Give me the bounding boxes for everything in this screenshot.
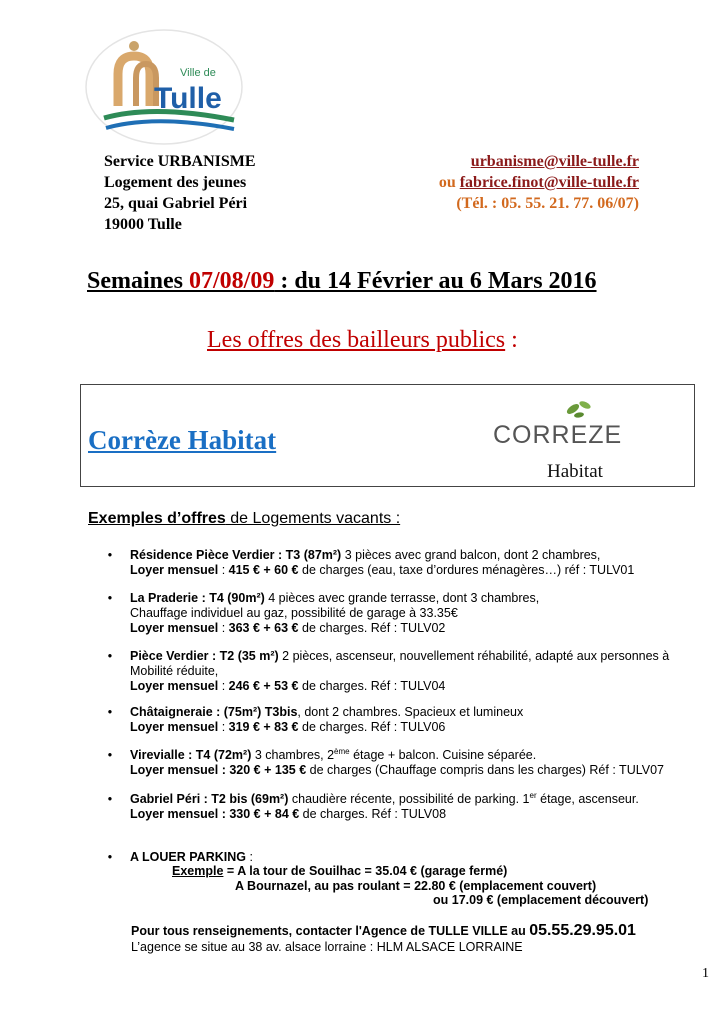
- example-label: Exemple: [172, 864, 224, 878]
- rent-price: 319 € + 83 €: [228, 720, 299, 734]
- section-title-text: Les offres des bailleurs publics: [207, 327, 506, 353]
- rent-separator: :: [218, 763, 230, 777]
- parking-item: [103, 850, 253, 865]
- rent-label: Loyer mensuel: [130, 679, 219, 693]
- offer-description: 3 chambres, 2: [251, 748, 335, 762]
- offer-title: Virevialle : T4 (72m²): [130, 748, 252, 762]
- bullet-icon: •: [107, 649, 113, 663]
- logo-word: CORREZE: [493, 421, 623, 449]
- street-address: 25, quai Gabriel Péri: [104, 195, 248, 212]
- bullet-icon: •: [107, 548, 113, 562]
- rent-price: 320 € + 135 €: [229, 763, 307, 777]
- parking-uncovered: ou 17.09 € (emplacement découvert): [433, 893, 649, 907]
- tulle-logo-graphic: [84, 28, 244, 146]
- email-urbanisme-link[interactable]: urbanisme@ville-tulle.fr: [470, 153, 639, 170]
- rent-separator: :: [218, 720, 229, 734]
- or-label: ou: [438, 174, 456, 191]
- rent-details: de charges (eau, taxe d’ordures ménagères…) réf : TULV01: [298, 563, 635, 577]
- rent-price: 363 € + 63 €: [228, 621, 299, 635]
- offer-superscript: ème: [334, 746, 350, 756]
- rent-label: Loyer mensuel: [130, 807, 219, 821]
- email-finot-link[interactable]: fabrice.finot@ville-tulle.fr: [459, 174, 639, 191]
- landlord-box: [80, 384, 695, 487]
- page-number: 1: [702, 966, 709, 981]
- title-weeks: 07/08/09: [189, 268, 275, 294]
- rent-separator: :: [218, 621, 229, 635]
- examples-heading-bold: Exemples d’offres: [88, 510, 226, 527]
- ville-de-tulle-logo: [84, 28, 244, 146]
- logo-subword: Habitat: [547, 461, 603, 482]
- page-title: [87, 268, 597, 295]
- bullet-icon: •: [107, 705, 113, 719]
- rent-separator: :: [218, 679, 229, 693]
- list-item: [103, 591, 663, 636]
- offer-extra: Mobilité réduite,: [130, 664, 219, 678]
- section-title-colon: :: [505, 327, 518, 353]
- offer-title: Pièce Verdier : T2 (35 m²): [130, 649, 279, 663]
- examples-heading-rest: de Logements vacants :: [225, 510, 401, 527]
- rent-price: 330 € + 84 €: [229, 807, 300, 821]
- offer-description-cont: étage, ascenseur.: [536, 792, 639, 806]
- rent-details: de charges. Réf : TULV04: [298, 679, 446, 693]
- landlord-name: Corrèze Habitat: [88, 425, 277, 455]
- title-dates: : du 14 Février au 6 Mars 2016: [274, 268, 597, 294]
- agency-address: L’agence se situe au 38 av. alsace lorraine : HLM ALSACE LORRAINE: [131, 940, 523, 954]
- section-title: [207, 327, 518, 354]
- list-item: [103, 792, 663, 822]
- offer-description: , dont 2 chambres. Spacieux et lumineux: [297, 705, 524, 719]
- city-address: 19000 Tulle: [104, 216, 182, 233]
- list-item: [103, 748, 663, 778]
- offer-title: La Praderie : T4 (90m²): [130, 591, 265, 605]
- rent-details: de charges. Réf : TULV08: [299, 807, 447, 821]
- offer-title: Gabriel Péri : T2 bis (69m²): [130, 792, 289, 806]
- agency-contact: [131, 922, 636, 940]
- rent-label: Loyer mensuel: [130, 563, 219, 577]
- parking-bournazel: A Bournazel, au pas roulant = 22.80 € (emplacement couvert): [235, 879, 597, 893]
- rent-details: de charges. Réf : TULV02: [298, 621, 446, 635]
- correze-habitat-logo: [489, 391, 629, 483]
- agency-phone: 05.55.29.95.01: [529, 922, 636, 939]
- contact-address-block: [104, 151, 256, 235]
- rent-price: 415 € + 60 €: [228, 563, 299, 577]
- offer-description: 3 pièces avec grand balcon, dont 2 chambres,: [341, 548, 601, 562]
- rent-details: de charges (Chauffage compris dans les charges) Réf : TULV07: [306, 763, 664, 777]
- offer-description-cont: étage + balcon. Cuisine séparée.: [349, 748, 537, 762]
- rent-separator: :: [218, 563, 229, 577]
- logo-prefix: Ville de: [180, 67, 216, 79]
- parking-souilhac: = A la tour de Souilhac = 35.04 € (garage fermé): [223, 864, 508, 878]
- parking-heading-colon: :: [245, 850, 253, 864]
- bullet-icon: •: [107, 850, 113, 864]
- list-item: [103, 705, 663, 735]
- bullet-icon: •: [107, 792, 113, 806]
- logo-name: Tulle: [154, 82, 222, 115]
- service-name: Service URBANISME: [104, 153, 256, 170]
- examples-heading: [88, 510, 400, 528]
- leaf-logo-graphic: [489, 391, 629, 483]
- rent-label: Loyer mensuel: [130, 621, 219, 635]
- agency-text: Pour tous renseignements, contacter l'Agence de TULLE VILLE au: [131, 924, 530, 938]
- bullet-icon: •: [107, 591, 113, 605]
- phone-open-paren: (: [456, 195, 462, 212]
- offer-description: 4 pièces avec grande terrasse, dont 3 chambres,: [264, 591, 540, 605]
- rent-separator: :: [218, 807, 230, 821]
- phone-number: Tél. : 05. 55. 21. 77. 06/07: [461, 195, 634, 212]
- offer-superscript: er: [529, 790, 537, 800]
- rent-details: de charges. Réf : TULV06: [298, 720, 446, 734]
- rent-price: 246 € + 53 €: [228, 679, 299, 693]
- offer-title: Châtaigneraie : (75m²) T3bis: [130, 705, 298, 719]
- parking-heading: A LOUER PARKING: [130, 850, 246, 864]
- title-prefix: Semaines: [87, 268, 189, 294]
- offer-extra: Chauffage individuel au gaz, possibilité de garage à 33.35€: [130, 606, 458, 620]
- offer-description: 2 pièces, ascenseur, nouvellement réhabilité, adapté aux personnes à: [278, 649, 670, 663]
- rent-label: Loyer mensuel: [130, 720, 219, 734]
- bullet-icon: •: [107, 748, 113, 762]
- offer-title: Résidence Pièce Verdier : T3 (87m²): [130, 548, 342, 562]
- list-item: [103, 548, 663, 578]
- list-item: [103, 649, 670, 694]
- parking-line-1: [172, 864, 507, 878]
- contact-details-block: [439, 151, 639, 214]
- rent-label: Loyer mensuel: [130, 763, 219, 777]
- department-name: Logement des jeunes: [104, 174, 247, 191]
- offer-description: chaudière récente, possibilité de parking. 1: [288, 792, 530, 806]
- phone-close-paren: ): [633, 195, 639, 212]
